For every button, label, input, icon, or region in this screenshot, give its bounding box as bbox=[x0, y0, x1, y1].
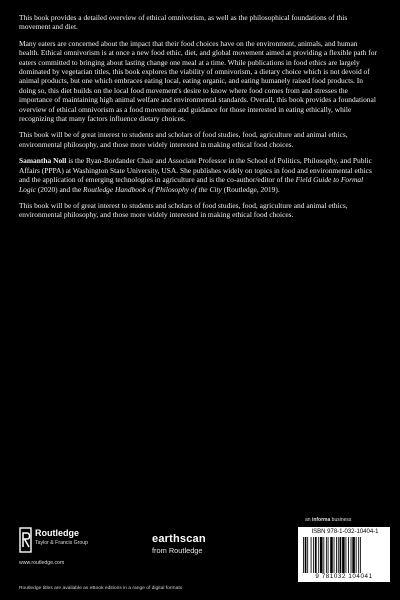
informa-tagline bbox=[305, 517, 351, 523]
isbn-barcode bbox=[298, 527, 390, 582]
barcode-bar bbox=[326, 537, 327, 573]
barcode-bar bbox=[311, 537, 312, 573]
barcode-bar bbox=[315, 537, 317, 573]
barcode-bar bbox=[351, 537, 352, 573]
barcode-bar bbox=[358, 537, 359, 573]
barcode-bar bbox=[305, 537, 307, 573]
barcode-bar bbox=[342, 537, 345, 573]
barcode-digits: 9 781032 104041 bbox=[315, 573, 373, 580]
publisher-name: Routledge bbox=[35, 528, 79, 538]
barcode-bar bbox=[323, 537, 324, 573]
barcode-bars-icon bbox=[302, 537, 386, 573]
barcode-bar bbox=[336, 537, 337, 573]
barcode-bar bbox=[320, 537, 323, 573]
barcode-bar bbox=[334, 537, 335, 573]
book-title-1: Field Guide to Formal Logic bbox=[19, 175, 364, 194]
imprint-name: earthscan bbox=[152, 533, 206, 545]
barcode-bar bbox=[330, 537, 333, 573]
author-bio-text-3: (Routledge, 2019). bbox=[221, 184, 280, 194]
publisher-url[interactable]: www.routledge.com bbox=[19, 560, 65, 566]
barcode-bar bbox=[313, 537, 314, 573]
barcode-bar bbox=[352, 537, 355, 573]
barcode-bar bbox=[348, 537, 349, 573]
barcode-bar bbox=[346, 537, 347, 573]
description-paragraph: Many eaters are concerned about the impact that their food choices have on the environment, animals, and human health. Ethical omnivorism is at once a new food ethic, diet, and global movement aimed at providing a flexible path for eaters committed to bringing about lasting change one meal at a time. While publications in food ethics are largely dominated by vegetarian titles, this book explores the viability of omnivorism, a dietary choice which is not devoid of animal products, but one which embraces eating local, eating organic, and eating humanely raised food products. In doing so, this diet builds on the local food movement's desire to know where food comes from and stresses the importance of maintaining high animal welfare and environmental standards. Overall, this book provides a foundational overview of ethical omnivorism as a food movement and guidance for those interested in eating ethically, while recognizing that many factors influence dietary choices. bbox=[19, 38, 377, 124]
ebook-note: Routledge titles are available as eBook editions in a range of digital formats bbox=[19, 586, 183, 591]
informa-suffix: business bbox=[330, 517, 352, 523]
routledge-logo bbox=[19, 527, 99, 563]
routledge-mark-icon bbox=[19, 527, 32, 553]
book-title-2: Routledge Handbook of Philosophy of the City bbox=[83, 184, 222, 194]
barcode-bar bbox=[318, 537, 319, 573]
informa-prefix: an bbox=[305, 517, 312, 523]
barcode-bar bbox=[360, 537, 361, 573]
barcode-bar bbox=[328, 537, 329, 573]
author-bio bbox=[19, 156, 379, 194]
isbn-label: ISBN 978-1-032-10404-1 bbox=[311, 529, 379, 535]
barcode-bar bbox=[340, 537, 342, 573]
earthscan-logo bbox=[152, 533, 218, 559]
publisher-group: Taylor & Francis Group bbox=[35, 540, 89, 546]
barcode-bar bbox=[303, 537, 304, 573]
informa-brand: informa bbox=[311, 517, 331, 523]
barcode-bar bbox=[338, 537, 339, 573]
audience-paragraph: This book will be of great interest to students and scholars of food studies, food, agriculture and animal ethics, environmental philosophy, and those more widely interested in making ethical food choices. bbox=[19, 130, 348, 149]
author-bio-text-2: (2020) and the bbox=[35, 184, 84, 194]
author-bio-text-1: is the Ryan-Bordander Chair and Associate Professor in the School of Politics, Philosophy, and Public Affairs (PPPA) at Washington State University, USA. She publishes widely on topics in food and environmental ethics and the application of emerging technologies in agriculture and is the co-author/editor of the bbox=[19, 156, 372, 185]
author-name: Samantha Noll bbox=[19, 156, 67, 166]
closing-paragraph: This book will be of great interest to students and scholars of food studies, food, agriculture and animal ethics, environmental philosophy, and those more widely interested in making ethical food choices. bbox=[19, 200, 348, 220]
barcode-bar bbox=[356, 537, 357, 573]
barcode-bar bbox=[307, 537, 308, 573]
back-cover-text bbox=[19, 13, 379, 227]
imprint-sub: from Routledge bbox=[152, 546, 203, 555]
intro-paragraph: This book provides a detailed overview of ethical omnivorism, as well as the philosophical foundations of this movement and diet. bbox=[19, 13, 348, 32]
